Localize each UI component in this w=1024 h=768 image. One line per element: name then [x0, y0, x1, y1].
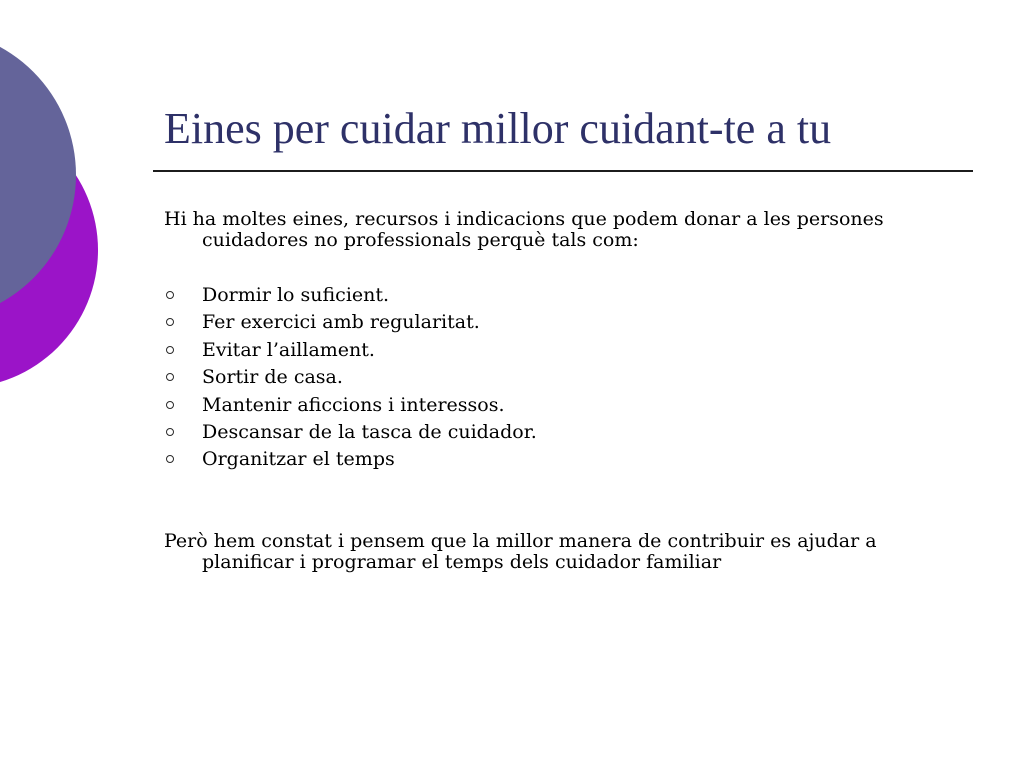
conclusion-paragraph: Però hem constat i pensem que la millor manera de contribuir es ajudar a planificar i programar el temps dels cuidador familiar [164, 530, 877, 573]
list-item [164, 337, 537, 364]
hollow-circle-icon [166, 455, 174, 463]
hollow-circle-icon [166, 401, 174, 409]
slide-title: Eines per cuidar millor cuidant-te a tu [164, 104, 832, 153]
list-item-text: Mantenir aficcions i interessos. [202, 393, 505, 416]
list-item-text: Organitzar el temps [202, 448, 395, 471]
list-item-text: Dormir lo suficient. [202, 284, 390, 306]
hollow-circle-icon [166, 318, 174, 326]
list-item [164, 282, 537, 309]
list-item [164, 364, 537, 391]
decorative-circles [0, 0, 110, 420]
title-underline [153, 170, 973, 172]
list-item [164, 446, 537, 473]
list-item [164, 419, 537, 446]
list-item [164, 392, 537, 419]
hollow-circle-icon [166, 373, 174, 381]
list-item-text: Fer exercici amb regularitat. [202, 311, 480, 334]
list-item-text: Evitar l’aillament. [202, 338, 375, 361]
hollow-circle-icon [166, 428, 174, 436]
list-item-text: Descansar de la tasca de cuidador. [202, 420, 537, 443]
list-item-text: Sortir de casa. [202, 366, 343, 389]
tips-list [164, 282, 537, 474]
hollow-circle-icon [166, 291, 174, 299]
hollow-circle-icon [166, 346, 174, 354]
intro-paragraph: Hi ha moltes eines, recursos i indicacions que podem donar a les persones cuidadores no professionals perquè tals com: [164, 208, 884, 251]
list-item [164, 309, 537, 336]
